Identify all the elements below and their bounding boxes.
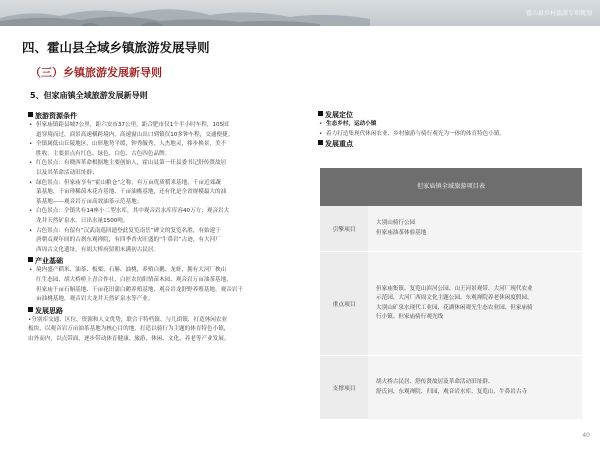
list-item: • 绿色景点：但家庙享有“霍山粮仓”之称，有万亩优质稻米基地、千亩近郊蔬 [28,179,298,189]
document-title: 霍山县乡村旅游专项规划 [525,10,592,17]
right-column [318,110,580,149]
project-item: 胡大桥古民居、舒传贤故居及革命活动旧址群、 [376,379,494,386]
paragraph-line: 板块，以观音岩万亩油茶基地为核心目的地，打造以骑行为主题的体育特色小镇， [28,326,230,333]
list-item: 红生态园、胡大桥桥上青合作社、白匠农坊阳情苗木园、观音岩万亩油茶基地、 [36,276,232,283]
square-bullet-icon [28,112,33,117]
list-item: 以及其革命活动旧址群； [36,169,98,176]
list-item: • 古色景点：有留有“汉武南巡回遗登此复览南岳”碑文的复览名胜，有始建于 [28,227,298,237]
positioning-heading: 发展定位 [318,110,580,120]
row-content [368,356,582,419]
list-item: • 红色景点：有晓西革命根据地主要创始人，霍山县第一任县委书记舒传贤故居 [28,159,298,169]
key-points-heading: 发展重点 [318,139,580,149]
list-item: 胜收。主要景点有红色、绿色、白色、古色四色品牌。 [36,150,171,157]
row-content [368,252,582,355]
list-item: 唐朝贞观年间的古刹东观禅院，有四季香火旺盛的“牛鼻岩”古迹，有大河厂 [36,237,221,244]
table-row [320,252,582,356]
project-table [320,168,582,420]
mountain-landscape-icon [0,0,600,26]
project-item: 但家庙集镇、复览山滨河公园、山王河景观带、大河厂现代农业 [376,286,533,293]
list-item: 亩油桃基地，观音岩大龙井天然矿泉水等产业。 [36,296,154,303]
list-item: 道穿境而过，商景高速横跨境内，高速窗山出口到镇仅10多钟车程，交通便捷。 [36,131,234,138]
resources-list [28,121,298,255]
resources-heading: 旅游资源条件 [28,111,298,121]
subsection-heading: 5、但家庙镇全域旅游发展新导则 [30,91,148,100]
paragraph-line: •分别库交通、区位、资源和人文优势，联合干特档镇、与儿街镇，打造休闲农业 [28,316,228,323]
square-bullet-icon [28,257,33,262]
project-item: 但家庙油茶体验基地 [376,229,427,236]
list-item: • 境内盛产稻米、油茶、板栗、石斛、油桃，养殖白鹅、龙虾，拥有大河厂秧山 [28,266,298,276]
list-item: 龙井天然矿泉水，日出水量1500吨。 [36,217,129,224]
list-item: 西周古文化遗址，有胡大桥府留朝末满初古民居。 [36,246,160,253]
list-item: 茶基地——观音岩万亩高效油茶示范基地； [36,198,143,205]
list-item: • 但家庙镇距县城7公里，距六安市37公里，距合肥市仅1个半小时车程，105国 [28,121,298,131]
list-item: • 全镇属低山丘陵地区，山形地势平缓，钟秀毓秀，人杰地灵，移步换景，美不 [28,140,298,150]
strategy-heading: 发展思路 [28,306,298,316]
left-column [28,110,298,344]
positioning-slogan: • 生态乡村，运动小镇 [318,120,580,130]
square-bullet-icon [28,307,33,312]
chapter-heading: 四、霍山县全域乡镇旅游发展导则 [22,40,210,55]
header-banner [0,0,600,26]
industry-list [28,266,298,304]
paragraph-line: 由外而内，以点带面，逐步带动体育健康、旅游、休闲、文化、养老等产业发展。 [28,335,230,342]
row-label: 支撑项目 [320,356,368,419]
list-item: 菜基地、千亩珍稀茵木花卉基地、千亩油桃基地，还有化是全省规模最大的油 [36,189,227,196]
list-item: • 白色景点：全镇共有14座小二型水库，其中观音岩水库库容40万方；观音岩大 [28,207,298,217]
project-item: 大别山矿泉水现代工业园、花湖休闲观光生态农业园、但家庙骑 [376,304,533,311]
square-bullet-icon [318,140,323,145]
square-bullet-icon [318,111,323,116]
positioning-description: • 着力打造集现代休闲农业、乡村旅游与骑行观光为一体的体育特色小镇。 [318,130,580,140]
table-row [320,356,582,420]
table-title: 但家庙镇全域旅游项目表 [320,168,582,206]
page-number: 40 [582,432,590,439]
row-content [368,206,582,251]
project-item: 大别山骑行公园 [376,220,416,227]
project-item: 示范园、大河厂西周文化主题公园、东观禅院养老休闲度假园、 [376,295,533,302]
row-label: 引擎项目 [320,206,368,251]
project-item: 行小镇、但家庙骑行观光线 [376,313,444,320]
table-row [320,206,582,252]
list-item: 但家庙千亩石斛基地、千亩花田蒲白鹅养殖基地、观音岩龙舒野养殖基地、观音岩千 [36,286,243,293]
strategy-paragraph [28,316,298,345]
section-heading: （三）乡镇旅游发展新导则 [30,66,162,79]
industry-heading: 产业基础 [28,256,298,266]
row-label: 重点项目 [320,252,368,355]
project-item: 舒氏祠、东观禅院、归园、观音岩水库、复览山、牛鼻岩古寺 [376,388,528,395]
